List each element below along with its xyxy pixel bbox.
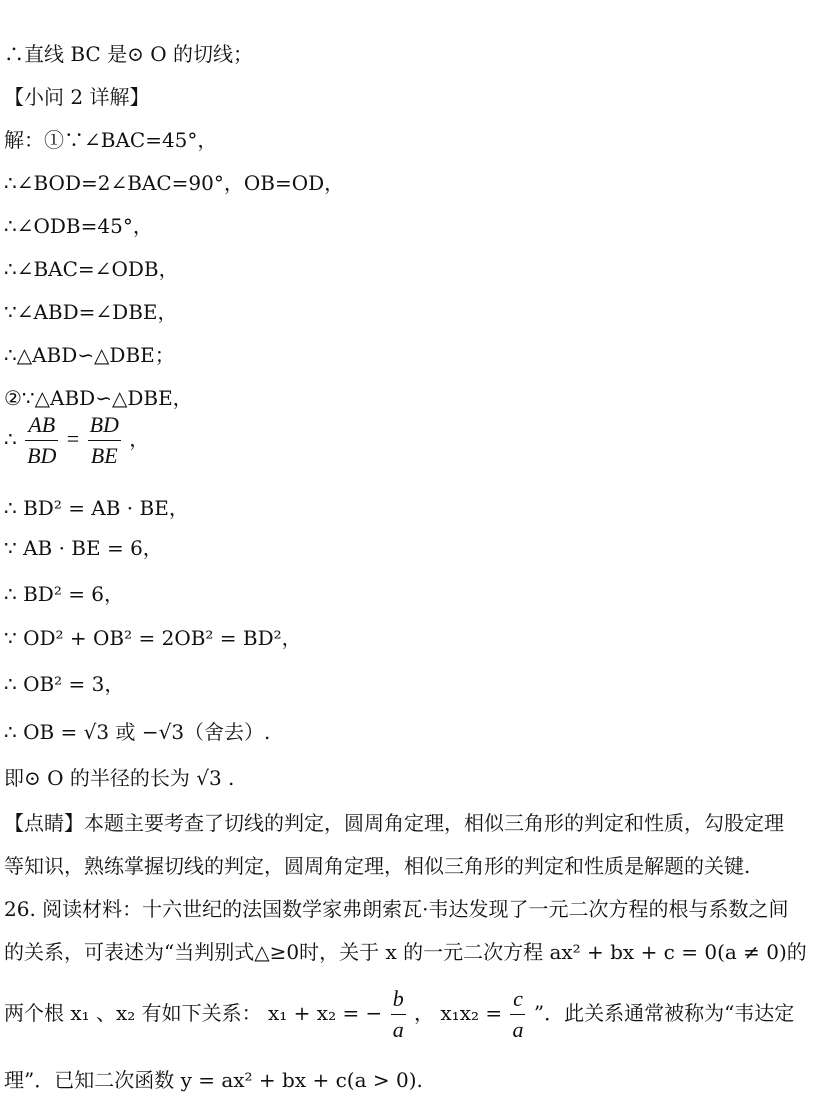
- text-line: 【点睛】本题主要考查了切线的判定，圆周角定理，相似三角形的判定和性质，勾股定理: [4, 811, 784, 835]
- vieta-relation-line: [4, 984, 794, 1045]
- text-line: ∴直线 BC 是⊙ O 的切线；: [4, 42, 253, 66]
- denominator: a: [512, 1017, 524, 1042]
- text-line: ∴∠BAC=∠ODB，: [4, 257, 179, 281]
- denominator: BE: [90, 443, 118, 468]
- text-line: ∵∠ABD=∠DBE，: [4, 300, 178, 324]
- denominator: a: [392, 1017, 404, 1042]
- punctuation: ，: [129, 427, 150, 451]
- section-heading: 【小问 2 详解】: [4, 85, 150, 109]
- question-line: 26. 阅读材料：十六世纪的法国数学家弗朗索瓦·韦达发现了一元二次方程的根与系数之间: [4, 897, 789, 921]
- fraction-equation: [4, 410, 149, 471]
- text-line: 即⊙ O 的半径的长为 √3 .: [4, 766, 235, 790]
- numerator: AB: [25, 410, 58, 441]
- text-line: ②∵△ABD∽△DBE，: [4, 386, 193, 410]
- therefore-symbol: ∴: [4, 427, 17, 451]
- fraction: [510, 984, 525, 1045]
- numerator: b: [391, 984, 406, 1015]
- relation-text: 两个根 x₁ 、x₂ 有如下关系： x₁ + x₂ = −: [4, 1001, 383, 1025]
- relation-text: ”．此关系通常被称为“韦达定: [533, 1001, 795, 1025]
- denominator: BD: [27, 443, 57, 468]
- text-line: ∴ BD² = AB · BE，: [4, 496, 189, 520]
- text-line: 的关系，可表述为“当判别式△≥0时，关于 x 的一元二次方程 ax² + bx + c = 0(a ≠ 0)的: [4, 940, 807, 964]
- text-line: 等知识，熟练掌握切线的判定，圆周角定理，相似三角形的判定和性质是解题的关键.: [4, 854, 751, 878]
- fraction: [391, 984, 406, 1045]
- text-line: 解：①∵∠BAC=45°，: [4, 128, 218, 152]
- text-line: ∴ OB = √3 或 −√3（舍去）.: [4, 720, 271, 744]
- fraction: [88, 410, 121, 471]
- text-line: ∵ OD² + OB² = 2OB² = BD²，: [4, 626, 302, 650]
- numerator: c: [510, 984, 525, 1015]
- fraction: [25, 410, 58, 471]
- relation-text: ， x₁x₂ =: [414, 1001, 503, 1025]
- text-line: ∴△ABD∽△DBE；: [4, 343, 175, 367]
- text-line: ∵ AB · BE = 6，: [4, 536, 163, 560]
- text-line: ∴∠BOD=2∠BAC=90°，OB=OD，: [4, 171, 345, 195]
- text-line: 理”．已知二次函数 y = ax² + bx + c(a > 0).: [4, 1068, 423, 1092]
- text-line: ∴∠ODB=45°，: [4, 214, 153, 238]
- text-line: ∴ OB² = 3，: [4, 672, 125, 696]
- equals-sign: =: [66, 426, 80, 451]
- numerator: BD: [88, 410, 121, 441]
- text-line: ∴ BD² = 6，: [4, 582, 125, 606]
